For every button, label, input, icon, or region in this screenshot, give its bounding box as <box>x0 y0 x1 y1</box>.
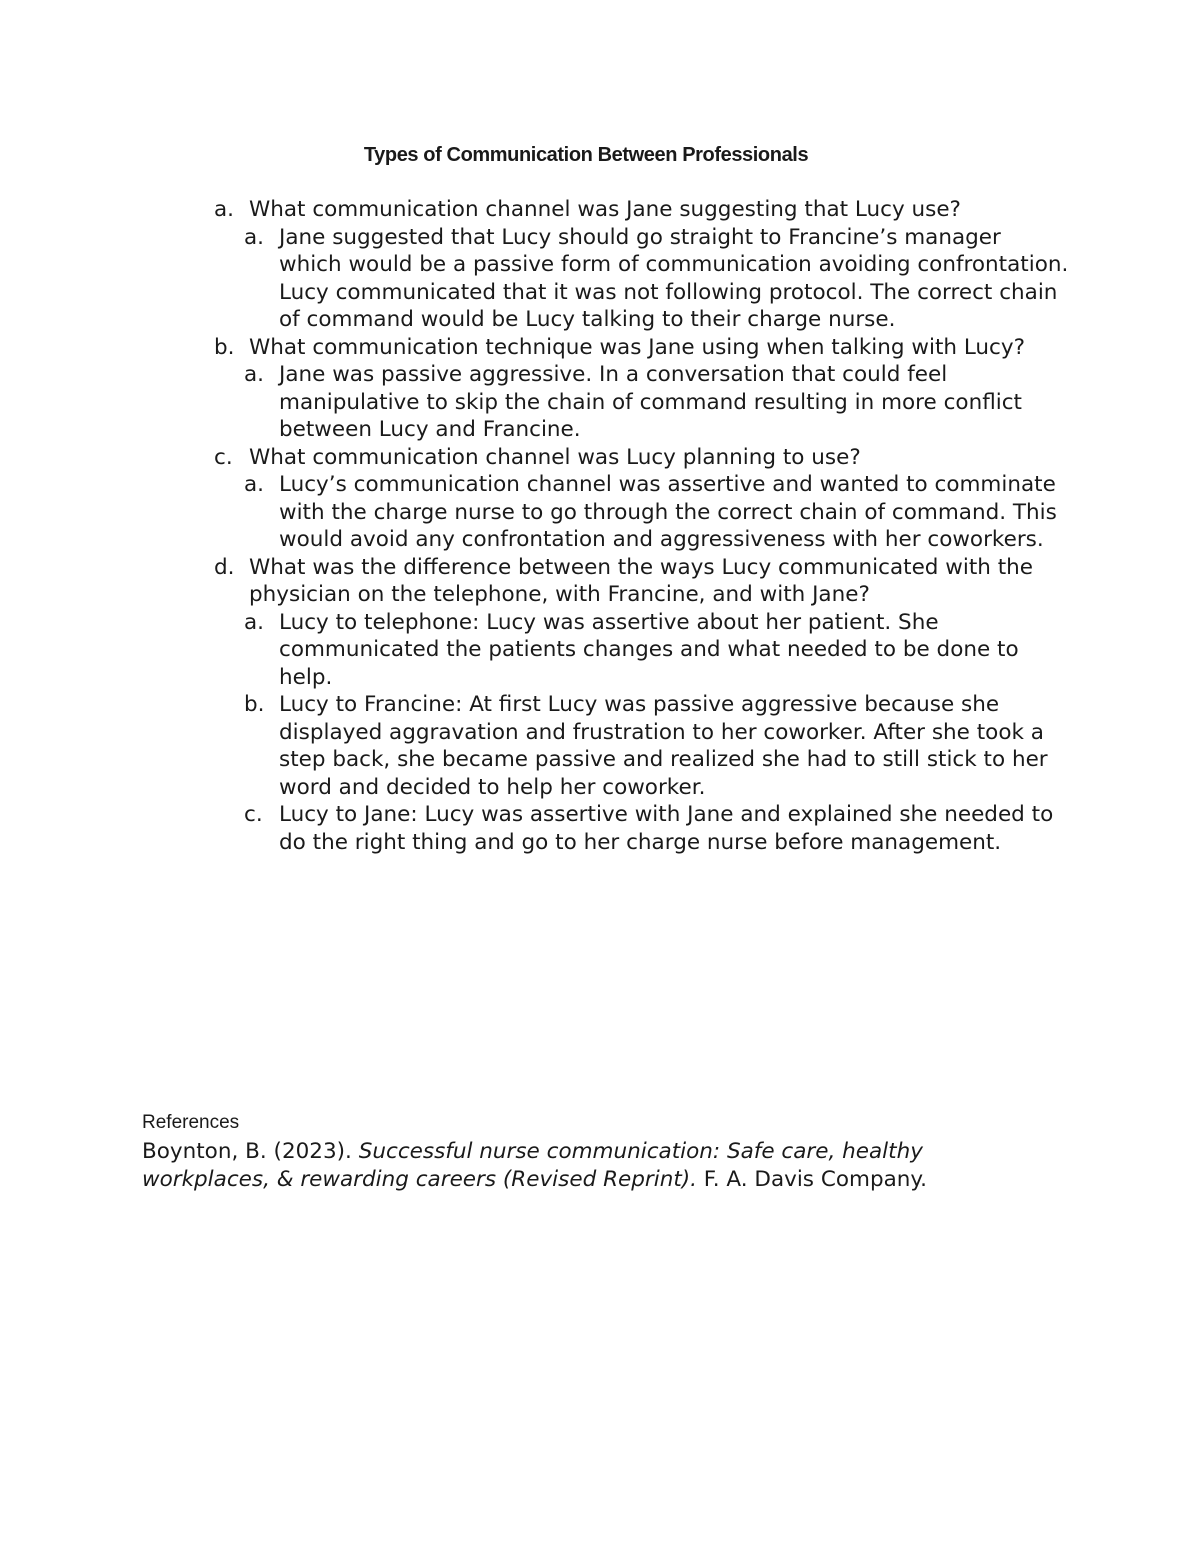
document-title: Types of Communication Between Professionals <box>363 144 809 166</box>
answer-text: Jane was passive aggressive. In a conversation that could feel manipulative to skip the chain of command resulting in more conflict between Lucy and Francine. <box>279 362 1022 442</box>
answer-marker: a. <box>244 472 265 497</box>
reference-title: Successful nurse communication: Safe care, healthy workplaces, & rewarding careers (Revised Reprint). <box>142 1139 923 1192</box>
references-section <box>142 1110 1042 1193</box>
answer-item <box>240 471 1070 554</box>
answer-list <box>240 361 1070 444</box>
question-item <box>210 554 1070 609</box>
answer-marker: a. <box>244 609 265 635</box>
answer-text: Lucy to Jane: Lucy was assertive with Jane and explained she needed to do the right thing and go to her charge nurse before management. <box>279 802 1054 855</box>
question-text: What communication technique was Jane using when talking with Lucy? <box>249 334 1026 360</box>
question-marker: d. <box>214 554 235 580</box>
reference-publisher: F. A. Davis Company. <box>696 1166 927 1192</box>
answer-marker: a. <box>244 224 265 250</box>
answer-item <box>240 361 1070 444</box>
reference-author: Boynton, B. (2023). <box>142 1139 359 1164</box>
answer-text: Lucy’s communication channel was assertive and wanted to comminate with the charge nurse to go through the correct chain of command. This would avoid any confrontation and aggressiveness with her coworkers. <box>279 472 1057 552</box>
question-text: What was the difference between the ways Lucy communicated with the physician on the telephone, with Francine, and with Jane? <box>249 554 1034 607</box>
answer-item <box>240 691 1070 801</box>
question-marker: c. <box>214 444 233 470</box>
answer-list <box>240 471 1070 554</box>
question-item <box>210 444 1070 472</box>
question-item <box>210 196 1070 224</box>
answer-marker: c. <box>244 802 263 827</box>
question-marker: b. <box>214 334 235 360</box>
question-text: What communication channel was Lucy planning to use? <box>249 444 861 470</box>
question-list <box>210 196 1070 856</box>
answer-item <box>240 609 1070 692</box>
answer-marker: b. <box>244 692 265 717</box>
answer-text: Jane suggested that Lucy should go straight to Francine’s manager which would be a passive form of communication avoiding confrontation. Lucy communicated that it was not following protocol. The correct chain of command would be Lucy talking to their charge nurse. <box>279 224 1069 332</box>
answer-item <box>240 801 1070 856</box>
question-marker: a. <box>214 197 235 222</box>
answer-marker: a. <box>244 362 265 387</box>
question-item <box>210 334 1070 362</box>
answer-text: Lucy to Francine: At first Lucy was passive aggressive because she displayed aggravation and frustration to her coworker. After she took a step back, she became passive and realized she had to still stick to her word and decided to help her coworker. <box>279 692 1048 800</box>
answer-item <box>240 224 1070 334</box>
answer-list <box>240 224 1070 334</box>
answer-text: Lucy to telephone: Lucy was assertive about her patient. She communicated the patients changes and what needed to be done to help. <box>279 609 1019 690</box>
reference-entry <box>142 1138 1042 1193</box>
question-text: What communication channel was Jane suggesting that Lucy use? <box>249 197 961 222</box>
answer-list <box>240 609 1070 857</box>
references-heading: References <box>142 1112 240 1133</box>
